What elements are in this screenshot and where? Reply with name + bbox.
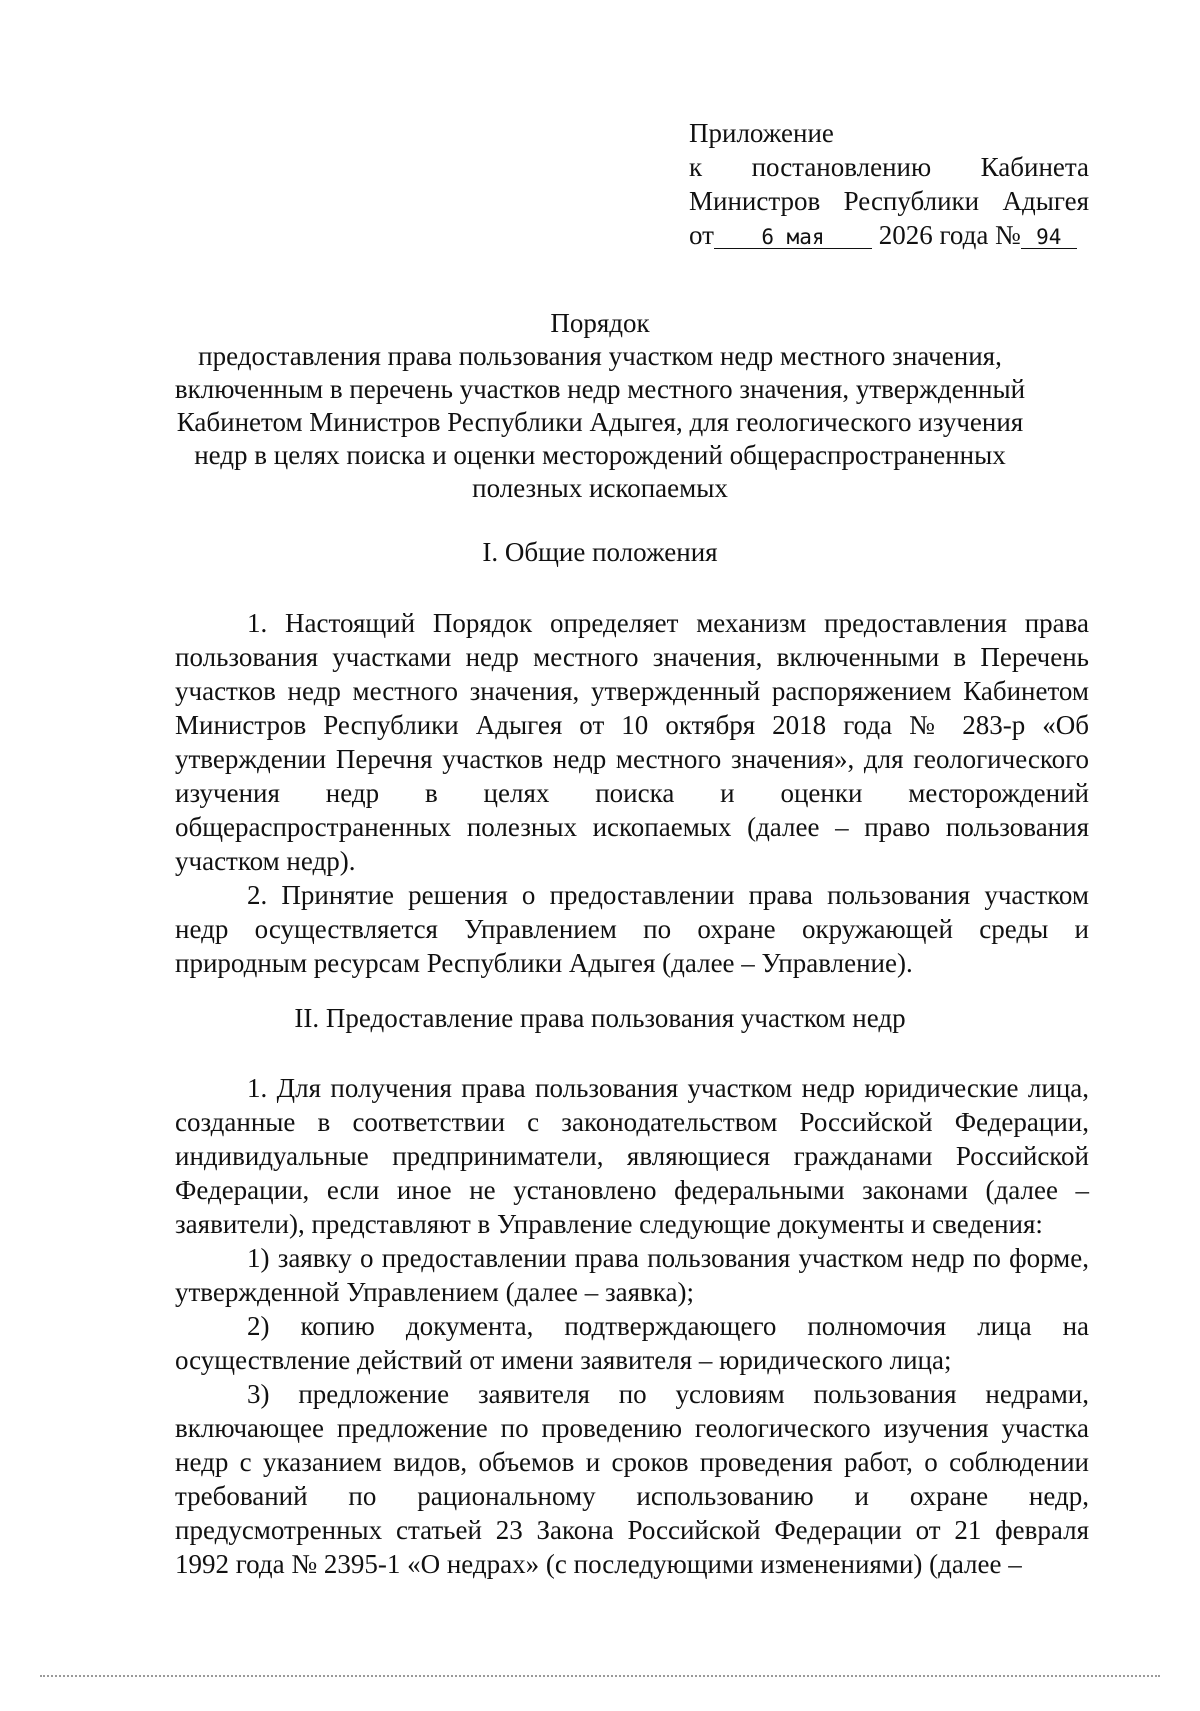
section-2-item-3: 3) предложение заявителя по условиям пользования недрами, включающее предложение по проведению геологического изучения участка недр с указанием видов, объемов и сроков проведения работ, о соблюдении требований по рациональному использованию и охране недр, предусмотренных статьей 23 Закона Российской Федерации от 21 февраля 1992 года № 2395-1 «О недрах» (с последующими изменениями) (далее – xyxy=(175,1379,1089,1579)
section-1-body xyxy=(175,606,1089,980)
section-1-paragraph-2: 2. Принятие решения о предоставлении права пользования участком недр осуществляется Управлением по охране окружающей среды и природным ресурсам Республики Адыгея (далее – Управление). xyxy=(175,880,1089,978)
document-title xyxy=(150,307,1050,505)
appendix-block xyxy=(689,116,1089,252)
from-label: от xyxy=(689,220,714,250)
appendix-title: Приложение xyxy=(689,118,834,148)
scan-edge-line xyxy=(40,1675,1160,1677)
section-2-item-1: 1) заявку о предоставлении права пользования участком недр по форме, утвержденной Управлением (далее – заявка); xyxy=(175,1243,1089,1307)
appendix-line-resolution: к постановлению Кабинета xyxy=(689,152,1089,182)
date-field: 6 мая xyxy=(714,226,872,249)
section-2-heading: II. Предоставление права пользования участком недр xyxy=(294,1003,906,1033)
section-2-body xyxy=(175,1071,1089,1581)
title-line: предоставления права пользования участком недр местного значения, xyxy=(198,341,1002,371)
title-line: недр в целях поиска и оценки месторождений общераспространенных xyxy=(194,440,1006,470)
section-1-heading: I. Общие положения xyxy=(482,537,718,567)
title-line: полезных ископаемых xyxy=(472,473,728,503)
number-field: 94 xyxy=(1021,226,1077,249)
title-line: включенным в перечень участков недр местного значения, утвержденный xyxy=(174,374,1026,404)
section-1-paragraph-1: 1. Настоящий Порядок определяет механизм предоставления права пользования участками недр местного значения, включенными в Перечень участков недр местного значения, утвержденный распоряжением Кабинетом Министров Республики Адыгея от 10 октября 2018 года № 283-р «Об утверждении Перечня участков недр местного значения», для геологического изучения недр в целях поиска и оценки месторождений общераспространенных полезных ископаемых (далее – право пользования участком недр). xyxy=(175,608,1089,876)
title-line: Кабинетом Министров Республики Адыгея, для геологического изучения xyxy=(176,407,1024,437)
year-label: 2026 года № xyxy=(878,220,1021,250)
section-2-paragraph-1: 1. Для получения права пользования участком недр юридические лица, созданные в соответствии с законодательством Российской Федерации, индивидуальные предприниматели, являющиеся гражданами Российской Федерации, если иное не установлено федеральными законами (далее – заявители), представляют в Управление следующие документы и сведения: xyxy=(175,1073,1089,1239)
appendix-date-line xyxy=(689,218,1089,252)
section-2-item-2: 2) копию документа, подтверждающего полномочия лица на осуществление действий от имени заявителя – юридического лица; xyxy=(175,1311,1089,1375)
appendix-line-cabinet: Министров Республики Адыгея xyxy=(689,186,1089,216)
title-heading: Порядок xyxy=(550,308,650,338)
